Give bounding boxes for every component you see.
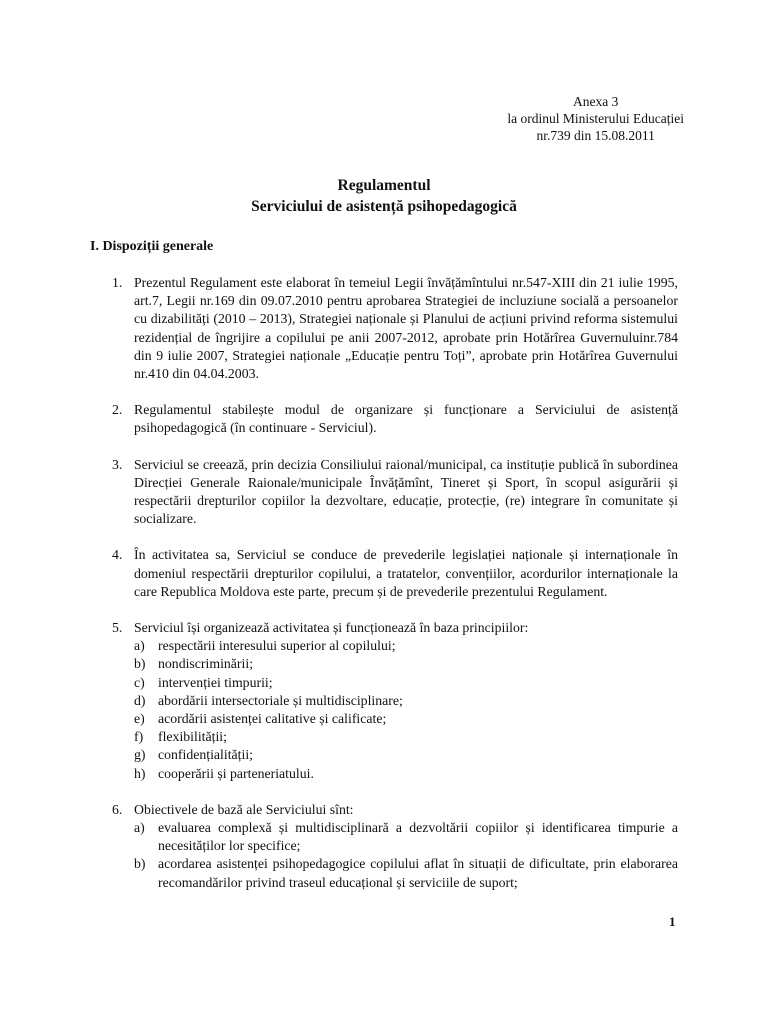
sub-item-text: nondiscriminării; — [158, 656, 254, 672]
sub-item-text: abordării intersectoriale și multidisciplinare; — [158, 692, 403, 708]
item-text: Obiectivele de bază ale Serviciului sînt: — [134, 801, 354, 817]
item-number: 1. — [112, 275, 123, 290]
sub-item-text: flexibilității; — [158, 729, 227, 745]
sub-item-letter: f) — [134, 729, 144, 745]
sub-item-text: acordarea asistenței psihopedagogice copilului aflat în situații de dificultate, prin elaborarea recomandărilor privind traseul educațional și serviciile de suport; — [158, 856, 678, 890]
sub-item — [134, 692, 678, 710]
list-item-1 — [90, 274, 678, 383]
list-item-4 — [90, 546, 678, 601]
item-text: Serviciul își organizează activitatea și funcționează în baza principiilor: — [134, 620, 529, 636]
item-text: Serviciul se creează, prin decizia Consiliului raional/municipal, ca instituție publică în subordinea Direcției Generale Raionale/municipale Învățămînt, Tineret și Sport, în scopul asigurării și respectării drepturilor copiilor la dezvoltare, educație, protecție, (re) integrare în comunitate și socializare. — [134, 456, 678, 527]
item-text: Regulamentul stabilește modul de organizare și funcționare a Serviciului de asistență psihopedagogică (în continuare - Serviciul). — [134, 402, 678, 436]
sub-item — [134, 765, 678, 783]
sub-item — [134, 746, 678, 764]
sub-item-letter: b) — [134, 856, 146, 872]
item-text: În activitatea sa, Serviciul se conduce de prevederile legislației naționale și internaționale în domeniul respectării drepturilor copilului, a tratatelor, convențiilor, acordurilor internaționale la care Republica Moldova este parte, precum și de prevederile prezentului Regulament. — [134, 547, 678, 599]
item-number: 3. — [112, 456, 123, 472]
annex-order: la ordinul Ministerului Educației — [507, 111, 684, 126]
section-heading: I. Dispoziții generale — [90, 239, 214, 254]
sub-item-text: acordării asistenței calitative și calificate; — [158, 711, 387, 727]
sub-item — [134, 637, 678, 655]
item-text: Prezentul Regulament este elaborat în temeiul Legii învățămîntului nr.547-XIII din 21 iulie 1995, art.7, Legii nr.169 din 09.07.2010 pentru aprobarea Strategiei de incluziune socială a persoanelor cu dizabilități (2010 – 2013), Strategiei naționale și Planului de acțiuni privind reforma sistemului rezidențial de îngrijire a copilului pe anii 2007-2012, aprobate prin Hotărîrea Guvernuluinr.784 din 9 iulie 2007, Strategiei naționale „Educație pentru Toți”, aprobate prin Hotărîrea Guvernului nr.410 din 04.04.2003. — [134, 275, 678, 382]
item-number: 2. — [112, 402, 123, 418]
sub-item — [134, 674, 678, 692]
list-item-3 — [90, 456, 678, 529]
sub-item-text: confidențialității; — [158, 747, 254, 763]
sub-item-text: intervenției timpurii; — [158, 674, 273, 690]
sub-item-letter: e) — [134, 711, 145, 727]
document-body — [90, 274, 678, 910]
item-number: 5. — [112, 620, 123, 636]
sub-item — [134, 855, 678, 891]
sub-item — [134, 710, 678, 728]
sub-item-letter: h) — [134, 765, 146, 781]
item-number: 6. — [112, 801, 123, 817]
list-item-5 — [90, 619, 678, 783]
sub-item — [134, 655, 678, 673]
list-item-6 — [90, 801, 678, 892]
list-item-2 — [90, 401, 678, 437]
title-line-2: Serviciului de asistență psihopedagogică — [251, 198, 517, 215]
sub-item-letter: b) — [134, 656, 146, 672]
sub-item-letter: d) — [134, 692, 146, 708]
sub-item-text: evaluarea complexă și multidisciplinară a dezvoltării copiilor și identificarea timpurie a necesităților lor specifice; — [158, 820, 678, 854]
annex-block — [507, 93, 684, 144]
item-number: 4. — [112, 547, 123, 563]
sub-item-letter: c) — [134, 674, 145, 690]
sub-item — [134, 819, 678, 855]
document-title — [0, 175, 768, 217]
sub-item — [134, 728, 678, 746]
sub-item-letter: a) — [134, 638, 145, 654]
title-line-1: Regulamentul — [337, 177, 431, 194]
sub-item-letter: g) — [134, 747, 146, 763]
page-number: 1 — [669, 914, 676, 929]
sub-item-text: respectării interesului superior al copilului; — [158, 638, 396, 654]
annex-number: Anexa 3 — [573, 94, 619, 109]
annex-order-number: nr.739 din 15.08.2011 — [536, 128, 655, 143]
sub-item-text: cooperării și parteneriatului. — [158, 765, 314, 781]
sub-item-letter: a) — [134, 820, 145, 836]
